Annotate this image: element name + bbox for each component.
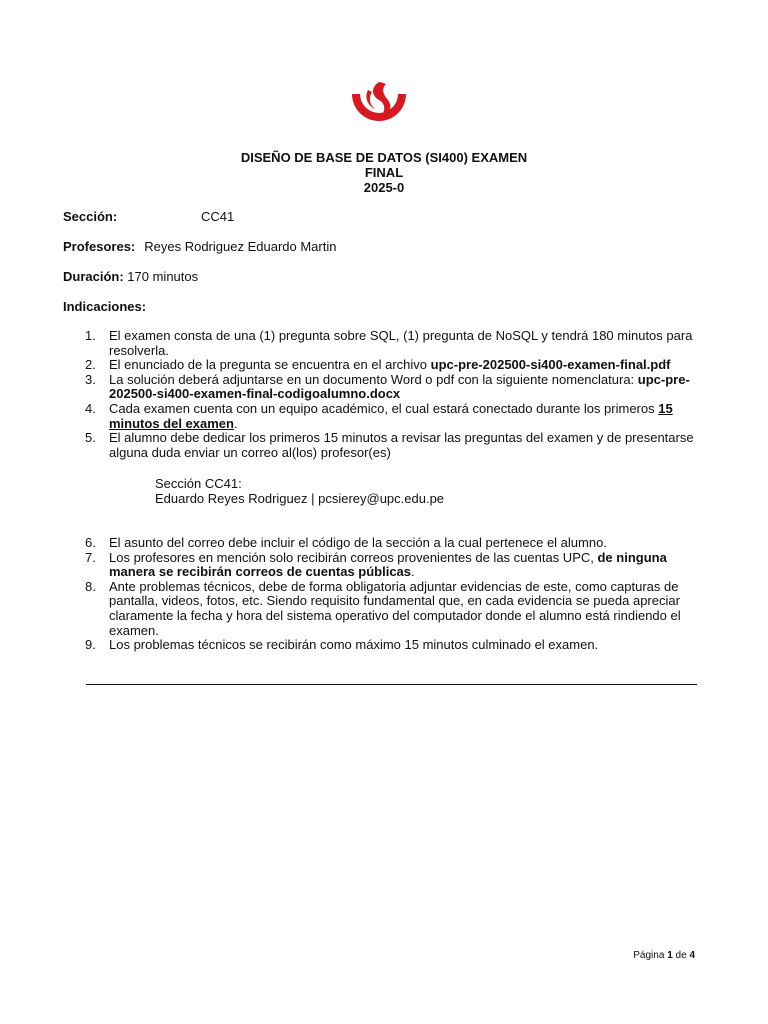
item-number: 1. (85, 328, 96, 343)
item-text: El enunciado de la pregunta se encuentra en el archivo (109, 357, 431, 373)
item-number: 4. (85, 400, 96, 416)
list-item (85, 535, 699, 551)
page-total: 4 (689, 950, 695, 961)
item-text: La solución deberá adjuntarse en un documento Word o pdf con la siguiente nomenclatura: (109, 371, 638, 387)
seccion-value: CC41 (201, 209, 235, 224)
contact-section: Sección CC41: (155, 476, 242, 491)
item-emphasis: 15 minutos del examen (109, 400, 673, 431)
item-emphasis: de ninguna manera se recibirán correos de cuentas públicas (109, 549, 667, 580)
list-item (85, 430, 699, 460)
list-item (85, 400, 699, 431)
list-item (85, 371, 699, 402)
of-word: de (675, 950, 687, 961)
duracion-value: 170 minutos (127, 269, 199, 284)
title-line-3: 2025-0 (363, 180, 405, 195)
list-item (85, 637, 699, 653)
item-text: Cada examen cuenta con un equipo académico, el cual estará conectado durante los primeros (109, 400, 659, 416)
contact-block (155, 476, 444, 506)
exam-title (150, 150, 618, 195)
solution-filename: upc-pre-202500-si400-examen-final-codigoalumno.docx (109, 371, 690, 402)
indicaciones-field (63, 299, 146, 314)
list-item (85, 578, 699, 638)
item-text: Los problemas técnicos se recibirán como máximo 15 minutos culminado el examen. (109, 637, 599, 653)
page-word: Página (633, 950, 665, 961)
seccion-field (63, 209, 235, 224)
item-number: 2. (85, 357, 96, 373)
item-number: 7. (85, 549, 96, 565)
seccion-label: Sección: (63, 209, 118, 224)
item-text: Ante problemas técnicos, debe de forma obligatoria adjuntar evidencias de este, como capturas de pantalla, videos, fotos, etc. Siendo requisito fundamental que, en cada evidencia se pueda apreciar claramente la fecha y hora del sistema operativo del computador donde el alumno está rindiendo el examen. (109, 578, 681, 638)
exam-filename: upc-pre-202500-si400-examen-final.pdf (430, 357, 671, 373)
list-item (85, 328, 699, 358)
list-item (85, 549, 699, 580)
title-line-2: FINAL (364, 165, 404, 180)
item-text: Los profesores en mención solo recibirán correos provenientes de las cuentas UPC, (109, 549, 598, 565)
profesores-label: Profesores: (63, 239, 136, 254)
duracion-label: Duración: (63, 269, 124, 284)
contact-separator: | (307, 491, 319, 506)
indications-list (85, 328, 699, 460)
horizontal-divider (86, 684, 697, 685)
upc-logo-icon (346, 80, 412, 132)
item-number: 8. (85, 578, 96, 594)
list-item (85, 357, 699, 373)
indicaciones-label: Indicaciones: (63, 299, 147, 314)
indications-list-continued (85, 535, 699, 653)
item-text: El alumno debe dedicar los primeros 15 minutos a revisar las preguntas del examen y de presentarse alguna duda enviar un correo al(los) profesor(es) (109, 430, 694, 460)
duracion-field (63, 269, 198, 284)
item-text-end: . (411, 564, 415, 580)
page-number: 1 (667, 950, 673, 961)
item-text-end: . (233, 415, 238, 431)
item-number: 9. (85, 637, 96, 653)
item-number: 6. (85, 535, 96, 550)
item-number: 5. (85, 430, 96, 446)
profesores-field (63, 239, 336, 254)
contact-email[interactable]: pcsierey@upc.edu.pe (318, 491, 445, 506)
page-footer (633, 950, 695, 961)
contact-name: Eduardo Reyes Rodriguez (155, 491, 308, 506)
item-text: El examen consta de una (1) pregunta sobre SQL, (1) pregunta de NoSQL y tendrá 180 minutos para resolverla. (109, 328, 693, 358)
profesores-value: Reyes Rodriguez Eduardo Martin (144, 239, 337, 254)
title-line-1: DISEÑO DE BASE DE DATOS (SI400) EXAMEN (240, 150, 528, 165)
item-number: 3. (85, 371, 96, 387)
item-text: El asunto del correo debe incluir el código de la sección a la cual pertenece el alumno. (109, 535, 607, 550)
